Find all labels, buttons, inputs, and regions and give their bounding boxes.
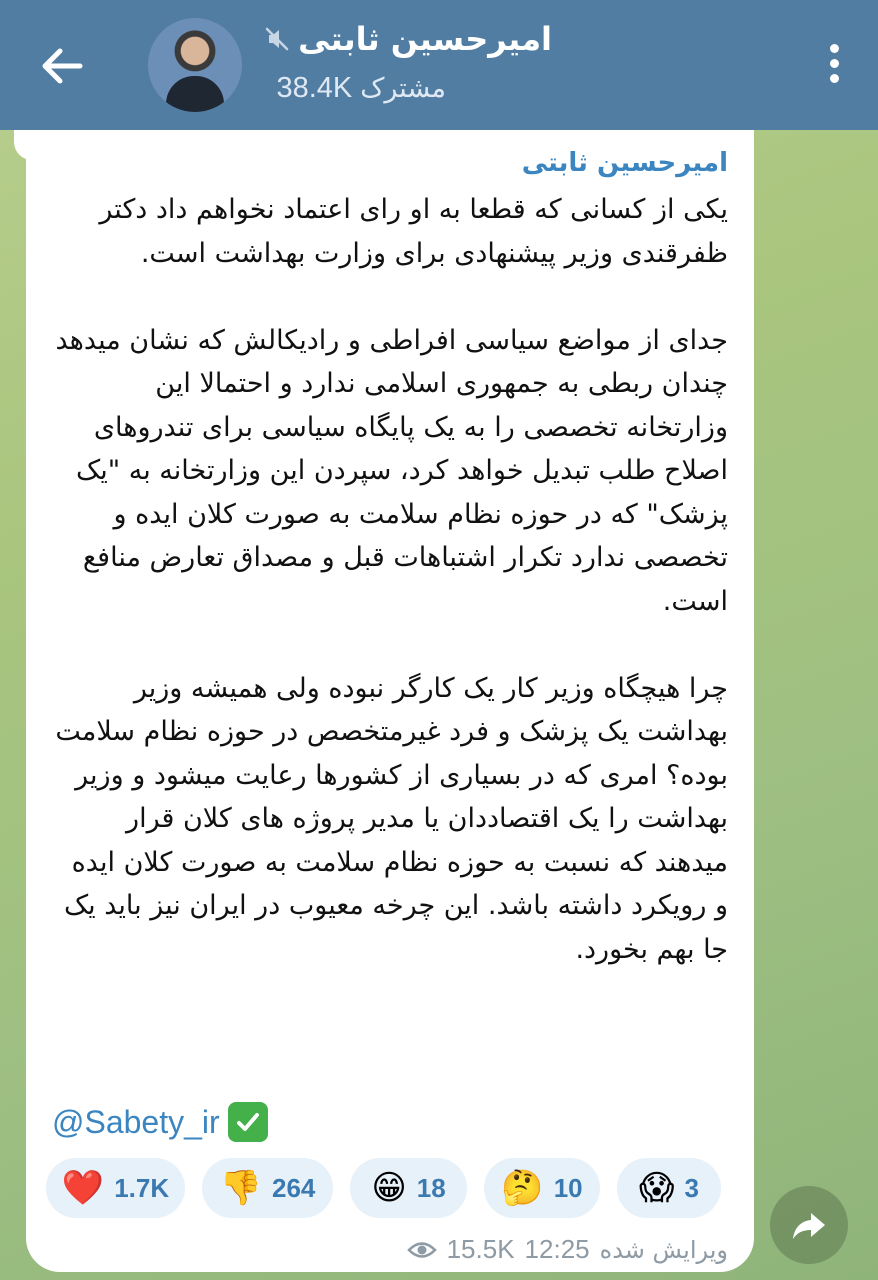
reaction-count: 3 (684, 1172, 699, 1203)
view-count: 15.5K (446, 1234, 515, 1264)
subscriber-count: 38.4K (276, 72, 353, 104)
scream-face-icon: 😱 (639, 1168, 675, 1208)
post-text: یکی از کسانی که قطعا به او رای اعتماد نخواهم داد دکتر ظفرقندی وزیر پیشنهادی برای وزارت بهداشت است. جدای از مواضع سیاسی افراطی و رادیکالش که نشان میدهد چندان ربطی به جمهوری اسلامی ندارد و احتمالا این وزارتخانه تخصصی را به یک پایگاه سیاسی برای تندروهای اصلاح طلب تبدیل خواهد کرد، سپردن این وزارتخانه به "یک پزشک" که در حوزه نظام سلامت به صورت کلان ایده و تخصصی ندارد تکرار اشتباهات قبل و مصداق تعارض منافع است. چرا هیچگاه وزیر کار یک کارگر نبوده ولی همیشه وزیر بهداشت یک پزشک و فرد غیرمتخصص در حوزه نظام سلامت بوده؟ امری که در بسیاری از کشورها رعایت میشود و وزیر بهداشت را یک اقتصاددان یا مدیر پروژه های کلان قرار میدهند که نسبت به حوزه نظام سلامت به صورت کلان ایده و رویکرد داشته باشد. این چرخه معیوب در ایران نیز باید یک جا بهم بخورد. (55, 194, 728, 965)
message-time: 12:25 (524, 1234, 590, 1264)
edited-label: ویرایش شده (599, 1235, 728, 1264)
subscriber-info (276, 72, 446, 105)
thinking-face-icon: 🤔 (501, 1168, 544, 1208)
back-arrow-icon[interactable] (36, 40, 88, 92)
reactions-bar (46, 1158, 721, 1218)
signature (52, 1102, 268, 1142)
reaction-heart[interactable] (46, 1158, 185, 1218)
check-mark-icon (228, 1102, 268, 1142)
reaction-count: 264 (271, 1172, 316, 1203)
reaction-grin[interactable] (350, 1158, 467, 1218)
channel-title: امیرحسین ثابتی (298, 20, 552, 58)
chat-header (0, 0, 878, 130)
channel-handle-link[interactable]: @Sabety_ir (52, 1103, 220, 1140)
post-author[interactable]: امیرحسین ثابتی (521, 148, 728, 178)
grin-face-icon: 😁 (371, 1168, 407, 1208)
reaction-count: 18 (416, 1172, 446, 1203)
reaction-scream[interactable] (617, 1158, 721, 1218)
share-icon (789, 1205, 829, 1245)
subscriber-label: مشترک (360, 73, 446, 104)
reaction-count: 1.7K (114, 1172, 170, 1203)
thumbs-down-icon: 👎 (219, 1168, 262, 1208)
avatar[interactable] (148, 18, 242, 112)
reaction-thumbs-down[interactable] (202, 1158, 333, 1218)
more-vert-icon[interactable] (826, 44, 842, 88)
reaction-count: 10 (553, 1172, 583, 1203)
channel-title-row[interactable] (264, 20, 552, 58)
heart-icon: ❤️ (61, 1168, 105, 1208)
eye-icon (407, 1239, 437, 1261)
reaction-thinking[interactable] (484, 1158, 600, 1218)
mute-icon (264, 26, 290, 52)
message-meta (407, 1234, 728, 1265)
message-bubble[interactable] (26, 130, 754, 1272)
share-button[interactable] (770, 1186, 848, 1264)
